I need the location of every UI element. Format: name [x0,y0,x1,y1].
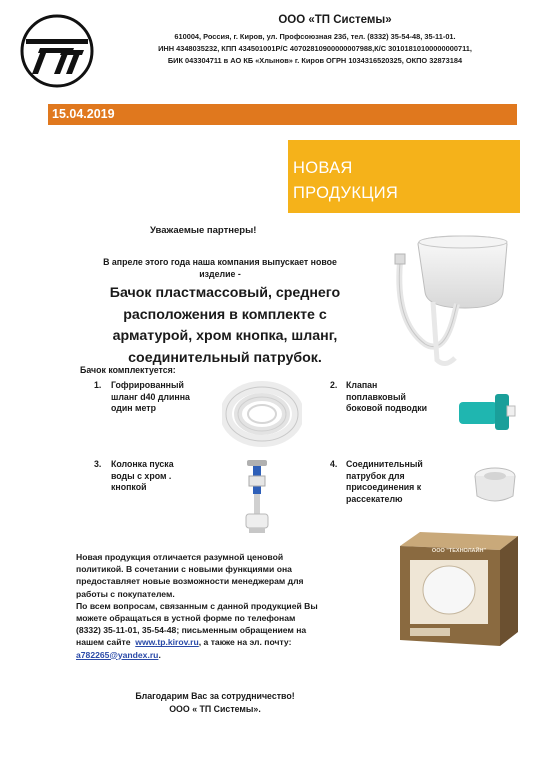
body-line-8-prefix: нашем сайте [76,637,131,648]
headline-line-2: расположения в комплекте с [123,306,327,323]
headline-line-3: арматурой, хром кнопка, шланг, [112,328,338,344]
item-4-line-4: рассекателю [346,493,403,504]
item-4-number: 4. [330,459,338,469]
float-valve-icon [457,392,517,434]
date-band [48,104,517,125]
product-box-icon [392,528,522,648]
body-line-4: работы с покупателем. [76,588,175,599]
requisites-line-3: БИК 043304711 в АО КБ «Хлынов» г. Киров ОГРН 1034316520325, ОКПО 32873184 [167,56,463,65]
date-label: 15.04.2019 [52,107,115,121]
greeting: Уважаемые партнеры! [150,225,257,236]
item-4-line-3: присоединения к [346,482,422,492]
email-link[interactable]: a782265@yandex.ru [76,649,159,660]
item-1-line-1: Гофрированный [111,380,184,390]
promo-line-1: НОВАЯ [293,159,353,177]
requisites-line-1: 610004, Россия, г. Киров, ул. Профсоюзная 23б, тел. (8332) 35-54-48, 35-11-01. [174,32,456,41]
item-3-number: 3. [94,459,102,469]
item-2-number: 2. [330,380,338,390]
item-1-text [111,380,190,415]
hose-image [222,378,302,448]
item-3-text [111,459,174,494]
body-line-2: политикой. В сочетании с новыми функциями она [76,564,292,575]
flush-column-image [237,458,277,538]
item-2-text [346,380,427,415]
item-4-line-1: Соединительный [346,459,423,469]
cistern-image [385,232,520,372]
item-3-line-1: Колонка пуска [111,459,174,469]
item-4-text [346,459,423,505]
float-valve-image [457,392,517,434]
item-1-number: 1. [94,380,102,390]
company-logo [18,12,96,90]
headline-line-1: Бачок пластмассовый, среднего [109,285,341,301]
body-line-8-suffix: , а также на эл. почту: [198,637,292,648]
intro-line-1: В апреле этого года наша компания выпускает новое [103,257,337,267]
item-2-line-3: боковой подводки [346,403,428,413]
body-line-7: (8332) 35-11-01, 35-54-48; письменным обращением на [76,625,307,636]
item-1-line-2: шланг d40 длинна [111,391,190,402]
connector-image [470,464,520,508]
headline-line-4: соединительный патрубок. [128,349,322,366]
product-headline [70,283,380,369]
product-description [76,551,366,661]
connector-pipe-icon [470,464,520,508]
product-box-image [392,528,522,648]
flush-valve-icon [237,458,277,538]
item-3-line-2: воды с хром . [111,470,172,481]
cistern-icon [385,232,520,372]
body-line-6: можете обращаться в устной форме по телефонам [76,613,296,624]
closing-thanks [100,690,330,715]
thanks-line-1: Благодарим Вас за сотрудничество! [135,691,295,701]
body-line-9 [76,649,366,661]
kit-title: Бачок комплектуется: [80,365,176,375]
item-3-line-3: кнопкой [111,482,147,492]
new-product-title [293,156,398,206]
body-line-8 [76,636,366,648]
email-period: . [158,649,161,660]
site-link[interactable]: www.tp.kirov.ru [135,637,199,648]
body-line-5: По всем вопросам, связанным с данной продукцией Вы [76,600,318,611]
body-line-3: предоставляет новые возможности менеджерам для [76,576,304,587]
intro-line-2: изделие - [199,269,241,279]
item-2-line-2: поплавковый [346,391,406,402]
thanks-line-2: ООО « ТП Системы». [169,703,261,714]
body-line-1: Новая продукция отличается разумной ценовой [76,552,284,562]
box-brand-label: ООО "ТЕХНОЛАЙН" [431,548,487,554]
intro-text [80,256,360,280]
company-name: ООО «ТП Системы» [278,14,392,26]
corrugated-hose-icon [222,378,302,448]
item-2-line-1: Клапан [346,380,378,390]
item-1-line-3: один метр [111,403,156,413]
item-4-line-2: патрубок для [346,470,405,481]
requisites-line-2: ИНН 4348035232, КПП 434501001Р/С 40702810900000007988,К/С 30101810100000000711, [158,44,472,53]
promo-line-2: ПРОДУКЦИЯ [293,184,399,202]
tp-logo-icon [18,12,96,90]
